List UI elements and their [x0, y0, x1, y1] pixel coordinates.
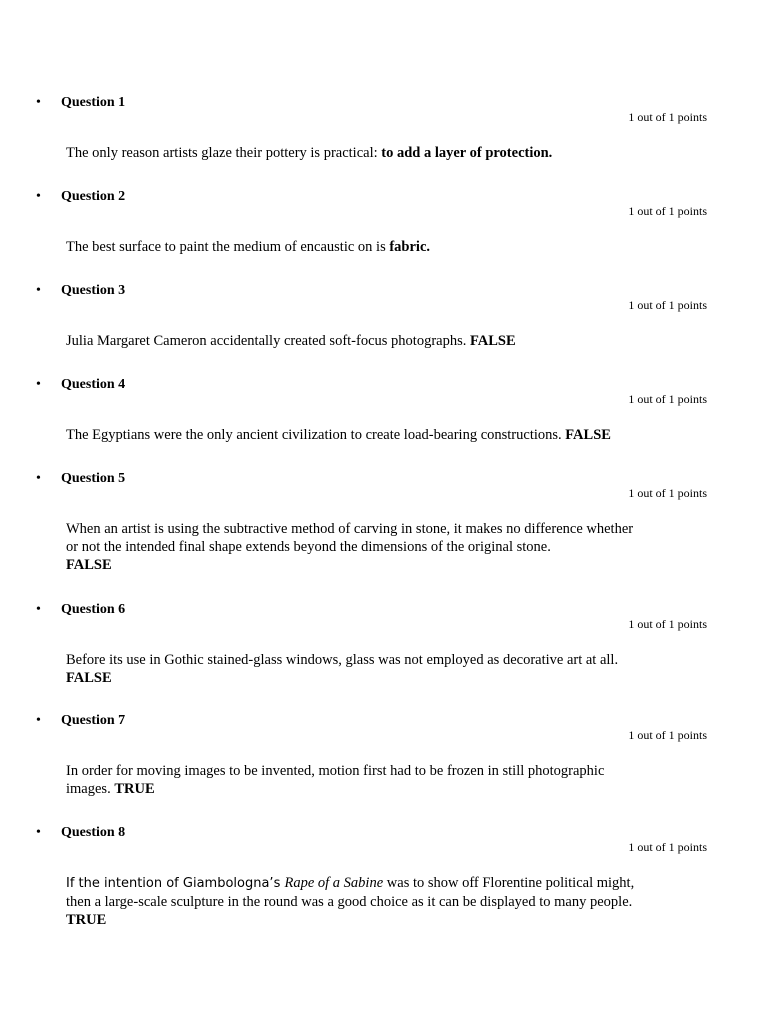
- question-answer: TRUE: [66, 912, 107, 928]
- question-points: 1 out of 1 points: [628, 486, 707, 500]
- question-prompt: The Egyptians were the only ancient civilization to create load-bearing constructions.: [66, 427, 566, 443]
- bullet-icon: •: [36, 189, 41, 204]
- question-answer: FALSE: [565, 427, 611, 443]
- question-answer: to add a layer of protection.: [381, 145, 553, 161]
- question-text: [66, 762, 631, 798]
- question-prompt: In order for moving images to be invented, motion first had to be frozen in still photographic images.: [66, 763, 605, 797]
- question-prompt: Before its use in Gothic stained-glass windows, glass was not employed as decorative art at all.: [66, 652, 619, 668]
- bullet-icon: •: [36, 95, 41, 110]
- question-text: [66, 874, 641, 929]
- question-prompt: The only reason artists glaze their pottery is practical:: [66, 145, 382, 161]
- question-prompt: When an artist is using the subtractive method of carving in stone, it makes no difference whether or not the intended final shape extends beyond the dimensions of the original stone.: [66, 521, 634, 555]
- question-points: 1 out of 1 points: [628, 392, 707, 406]
- question-answer: fabric.: [389, 239, 431, 255]
- question-text: [66, 238, 646, 256]
- question-text: [66, 426, 666, 444]
- question-text: [66, 651, 631, 687]
- question-title: Question 3: [61, 283, 126, 298]
- question-points: 1 out of 1 points: [628, 728, 707, 742]
- question-points: 1 out of 1 points: [628, 110, 707, 124]
- bullet-icon: •: [36, 471, 41, 486]
- question-prompt: was to show off Florentine political might, then a large-scale sculpture in the round was a good choice as it can be displayed to many people.: [66, 875, 635, 910]
- bullet-icon: •: [36, 713, 41, 728]
- question-prompt: The best surface to paint the medium of encaustic on is: [66, 239, 390, 255]
- question-text: [66, 332, 646, 350]
- bullet-icon: •: [36, 602, 41, 617]
- bullet-icon: •: [36, 283, 41, 298]
- question-points: 1 out of 1 points: [628, 298, 707, 312]
- bullet-icon: •: [36, 377, 41, 392]
- question-answer: FALSE: [66, 670, 112, 686]
- question-points: 1 out of 1 points: [628, 617, 707, 631]
- question-title: Question 5: [61, 471, 126, 486]
- question-title: Question 6: [61, 602, 126, 617]
- question-title: Question 2: [61, 189, 126, 204]
- question-answer: TRUE: [114, 781, 155, 797]
- artwork-title: Rape of a Sabine: [284, 875, 384, 891]
- question-title: Question 1: [61, 95, 126, 110]
- question-title: Question 4: [61, 377, 126, 392]
- question-points: 1 out of 1 points: [628, 840, 707, 854]
- bullet-icon: •: [36, 825, 41, 840]
- question-answer: FALSE: [66, 557, 112, 573]
- question-text: [66, 520, 636, 574]
- question-text: [66, 144, 646, 162]
- question-prompt-prefix: If the intention of Giambologna’s: [66, 876, 285, 891]
- question-prompt: Julia Margaret Cameron accidentally created soft-focus photographs.: [66, 333, 470, 349]
- question-title: Question 8: [61, 825, 126, 840]
- question-answer: FALSE: [469, 333, 516, 349]
- question-points: 1 out of 1 points: [628, 204, 707, 218]
- question-title: Question 7: [61, 713, 126, 728]
